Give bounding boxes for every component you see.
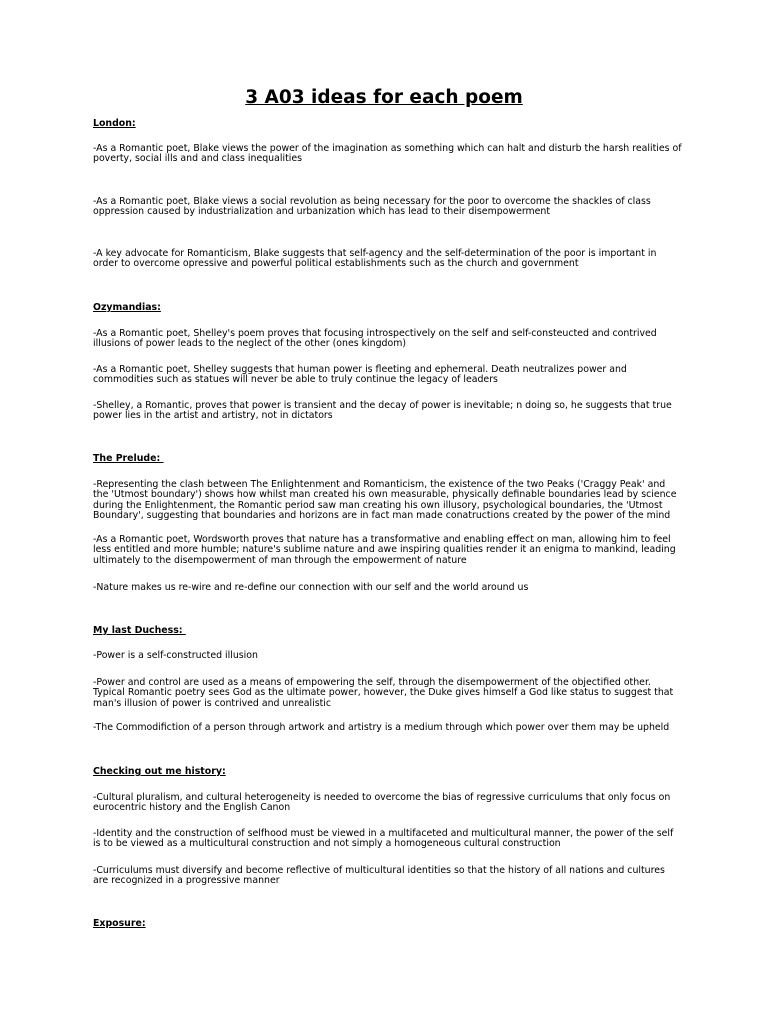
page-title: 3 A03 ideas for each poem	[245, 87, 523, 108]
section-heading-london: London:	[93, 118, 136, 129]
paragraph: -Nature makes us re-wire and re-define our connection with our self and the world around us	[93, 582, 529, 593]
paragraph: -A key advocate for Romanticism, Blake suggests that self-agency and the self-determination of the poor is important in order to overcome opressive and powerful political establishments such as the church and government	[93, 248, 657, 270]
section-heading-the-prelude: The Prelude:	[93, 453, 164, 464]
paragraph: -The Commodifiction of a person through artwork and artistry is a medium through which power over them may be upheld	[93, 722, 670, 733]
paragraph: -Identity and the construction of selfhood must be viewed in a multifaceted and multicultural manner, the power of the self is to be viewed as a multicultural construction and not simply a homogeneous cultural construction	[93, 828, 674, 850]
section-heading-exposure: Exposure:	[93, 918, 146, 929]
paragraph: -As a Romantic poet, Shelley's poem proves that focusing introspectively on the self and self-consteucted and contrived illusions of power leads to the neglect of the other (ones kingdom)	[93, 328, 657, 350]
paragraph: -As a Romantic poet, Shelley suggests that human power is fleeting and ephemeral. Death neutralizes power and commodities such as statues will never be able to truly continue the legacy of leaders	[93, 364, 627, 386]
paragraph: -Power and control are used as a means of empowering the self, through the disempowerment of the objectified other. Typical Romantic poetry sees God as the ultimate power, however, the Duke gives himself a God like status to suggest that man's illusion of power is contrived and unrealistic	[93, 677, 674, 709]
paragraph: -Shelley, a Romantic, proves that power is transient and the decay of power is inevitable; n doing so, he suggests that true power lies in the artist and artistry, not in dictators	[93, 400, 672, 422]
section-heading-my-last-duchess: My last Duchess:	[93, 625, 186, 636]
section-heading-ozymandias: Ozymandias:	[93, 302, 161, 313]
paragraph: -As a Romantic poet, Wordsworth proves that nature has a transformative and enabling effect on man, allowing him to feel less entitled and more humble; nature's sublime nature and awe inspiring qualities render it an enigma to mankind, leading ultimately to the disempowerment of man through the empowerment of nature	[93, 534, 676, 566]
paragraph: -Power is a self-constructed illusion	[93, 650, 258, 661]
paragraph: -As a Romantic poet, Blake views the power of the imagination as something which can halt and disturb the harsh realities of poverty, social ills and and class inequalities	[93, 143, 682, 165]
paragraph: -As a Romantic poet, Blake views a social revolution as being necessary for the poor to overcome the shackles of class oppression caused by industrialization and urbanization which has lead to their disempowerment	[93, 196, 651, 218]
paragraph: -Representing the clash between The Enlightenment and Romanticism, the existence of the two Peaks ('Craggy Peak' and the 'Utmost boundary') shows how whilst man created his own measurable, physically definable boundaries lead by science during the Enlightenment, the Romantic period saw man creating his own illusory, psychological boundaries, the 'Utmost Boundary', suggesting that boundaries and horizons are in fact man made conatructions created by the power of the mind	[93, 479, 677, 522]
section-heading-checking-out-me-history: Checking out me history:	[93, 766, 226, 777]
paragraph: -Curriculums must diversify and become reflective of multicultural identities so that the history of all nations and cultures are recognized in a progressive manner	[93, 865, 665, 887]
paragraph: -Cultural pluralism, and cultural heterogeneity is needed to overcome the bias of regressive curriculums that only focus on eurocentric history and the English Canon	[93, 792, 671, 814]
